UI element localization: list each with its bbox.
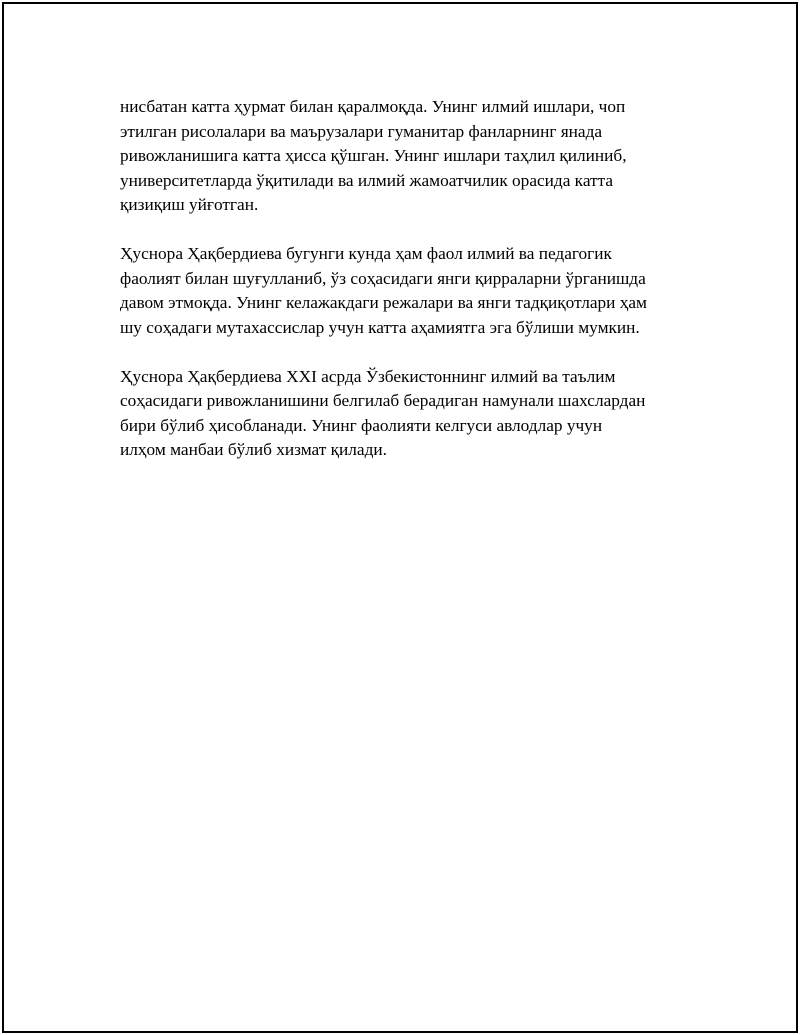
paragraph-2 [120, 242, 680, 340]
text-line: соҳасидаги ривожланишини белгилаб берадиган намунали шахслардан [120, 391, 646, 410]
text-line: қизиқиш уйғотган. [120, 195, 259, 214]
paragraph-3 [120, 365, 680, 463]
document-page [2, 2, 798, 1033]
text-line: бири бўлиб ҳисобланади. Унинг фаолияти келгуси авлодлар учун [120, 415, 603, 435]
text-line: Ҳуснора Ҳақбердиева бугунги кунда ҳам фаол илмий ва педагогик [120, 244, 612, 263]
text-line: шу соҳадаги мутахассислар учун катта аҳамиятга эга бўлиши мумкин. [120, 317, 640, 337]
text-line: нисбатан катта ҳурмат билан қаралмоқда. Унинг илмий ишлари, чоп [120, 97, 626, 116]
text-line: университетларда ўқитилади ва илмий жамоатчилик орасида катта [120, 170, 614, 190]
text-line: фаолият билан шуғулланиб, ўз соҳасидаги янги қирраларни ўрганишда [120, 268, 646, 288]
text-line: давом этмоқда. Унинг келажакдаги режалари ва янги тадқиқотлари ҳам [120, 293, 647, 312]
paragraph-1 [120, 95, 680, 218]
text-line: ривожланишига катта ҳисса қўшган. Унинг ишлари таҳлил қилиниб, [120, 146, 627, 165]
text-line: илҳом манбаи бўлиб хизмат қилади. [120, 440, 387, 459]
document-body [120, 95, 680, 463]
text-line: Ҳуснора Ҳақбердиева XXI асрда Ўзбекистоннинг илмий ва таълим [120, 366, 616, 386]
text-line: этилган рисолалари ва маърузалари гуманитар фанларнинг янада [120, 121, 603, 141]
